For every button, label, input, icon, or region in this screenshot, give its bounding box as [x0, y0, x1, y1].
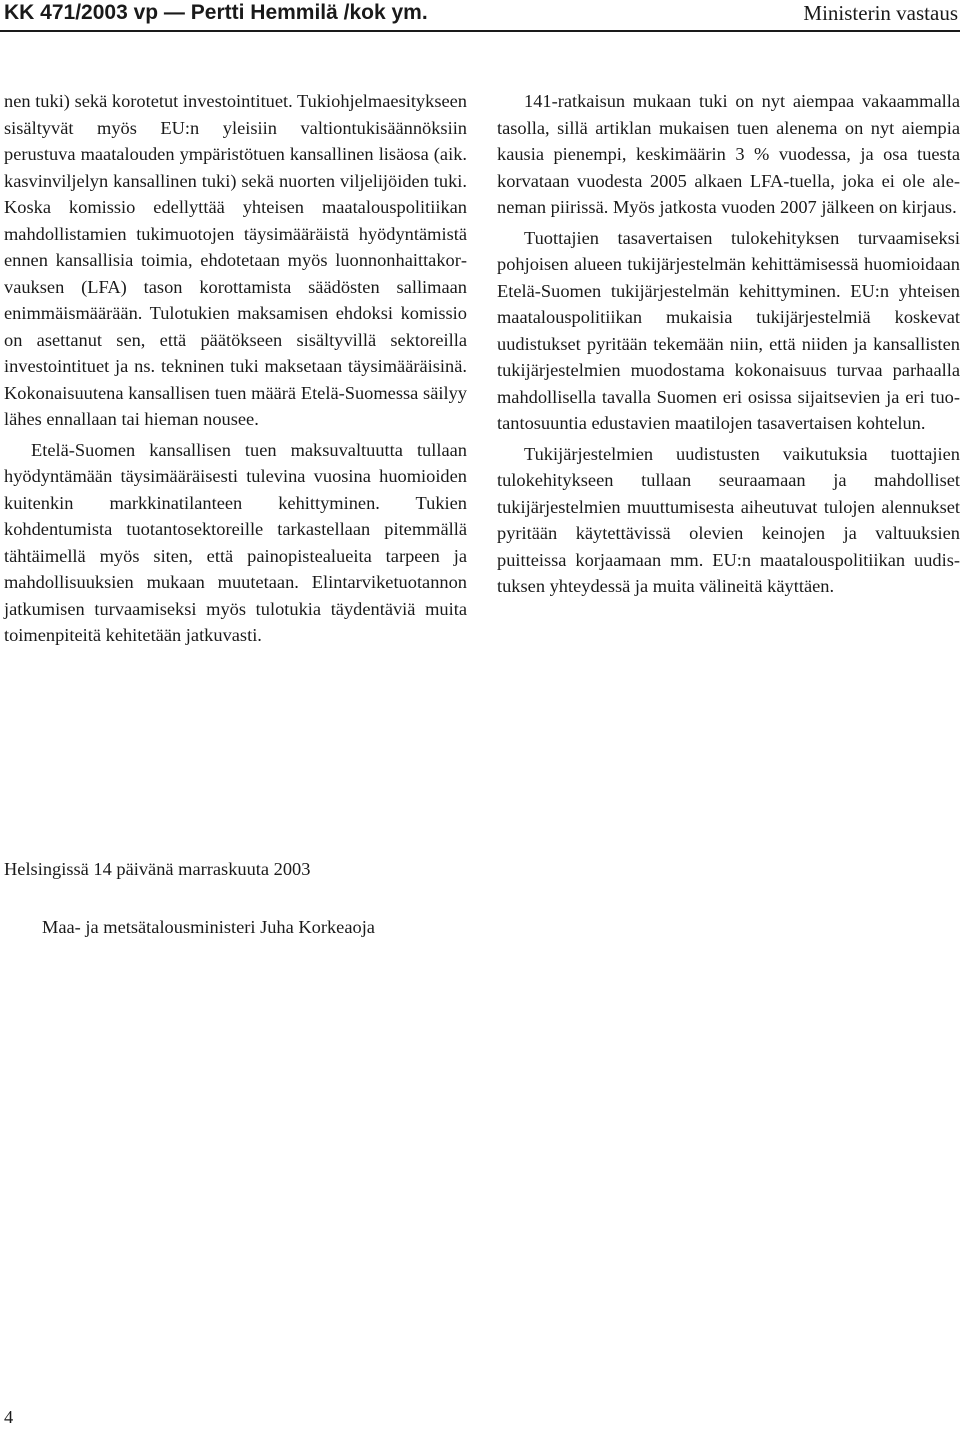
right-paragraph-3: Tukijärjestelmien uudistusten vaikutuksia tuottajien tulokehitykseen tullaan seuraamaan ja mahdolliset tukijärjestelmien muuttumisesta aiheutuvat tulojen alennukset pyritään käytettävissä olevien keinojen ja valtuuksien puitteissa korjaamaan mm. EU:n maatalouspolitiikan uudistuksen yhteydessä ja muita välineitä käyttäen.: [497, 443, 960, 596]
right-column: [497, 88, 960, 600]
document-reference: KK 471/2003 vp — Pertti Hemmilä /kok ym.: [4, 1, 428, 24]
right-paragraph-2: Tuottajien tasavertaisen tulokehityksen turvaamiseksi pohjoisen alueen tukijärjestelmän kehittämisessä huomioidaan Etelä-Suomen tukijärjestelmän kehittyminen. EU:n yhteisen maatalouspolitiikan mukaisia tukijärjestelmiä koskevat uudistukset pyritään tekemään niin, että niiden ja kansallisten tukijärjestelmien muodostama kokonaisuus turvaa parhaalla mahdollisella tavalla Suomen eri osissa sijaitsevien ja eri tuotantosuuntia edustavien maatilojen tasavertaisen kohtelun.: [497, 227, 960, 433]
header-divider: [0, 30, 960, 32]
left-column: [4, 88, 467, 649]
page-number: 4: [4, 1407, 14, 1427]
right-paragraph-1: 141-ratkaisun mukaan tuki on nyt aiempaa vakaammalla tasolla, sillä artiklan mukaisen tuen alenema on nyt aiempia kausia pienempi, keskimäärin 3 % vuodessa, ja osa tuesta korvataan vuodesta 2005 alkaen LFA-tuella, joka ei ole aleneman piirissä. Myös jatkosta vuoden 2007 jälkeen on kirjaus.: [497, 91, 960, 217]
left-paragraph-1: nen tuki) sekä korotetut investointituet. Tukiohjelmaesitykseen sisältyvät myös EU:n yleisiin valtiontukisäännöksiin perustuva maatalouden ympäristötuen kansallinen lisäosa (aik. kasvinviljelyn kansallinen tuki) sekä nuorten viljelijöiden tuki. Koska komissio edellyttää yhteisen maatalouspolitiikan mahdollistamien tukimuotojen täysimääräistä hyödyntämistä ennen kansallisia toimia, ehdotetaan myös luonnonhaittakorvauksen (LFA) tason korottamista säädösten sallimaan enimmäismäärään. Tulotukien maksamisen ehdoksi komissio on asettanut sen, että päätökseen sisältyvillä sektoreilla investointituet ja ns. tekninen tuki maksetaan täysimääräisinä. Kokonaisuutena kansallisen tuen määrä Etelä-Suomessa säilyy lähes ennallaan tai hieman nousee.: [4, 91, 467, 429]
place-and-date: Helsingissä 14 päivänä marraskuuta 2003: [4, 859, 311, 879]
signature-line: Maa- ja metsätalousministeri Juha Korkeaoja: [42, 917, 375, 937]
left-paragraph-2: Etelä-Suomen kansallisen tuen maksuvaltuutta tullaan hyödyntämään täysimääräisesti tulevina vuosina huomioiden kuitenkin markkinatilanteen kehittyminen. Tukien kohdentumista tuotantosektoreille tarkastellaan pitemmällä tähtäimellä myös siten, että painopistealueita tarpeen ja mahdollisuuksien mukaan muutetaan. Elintarviketuotannon jatkumisen turvaamiseksi myös tulotukia täydentäviä muita toimenpiteitä kehitetään jatkuvasti.: [4, 439, 467, 645]
page-header: [0, 0, 960, 30]
section-title: Ministerin vastaus: [803, 1, 958, 25]
